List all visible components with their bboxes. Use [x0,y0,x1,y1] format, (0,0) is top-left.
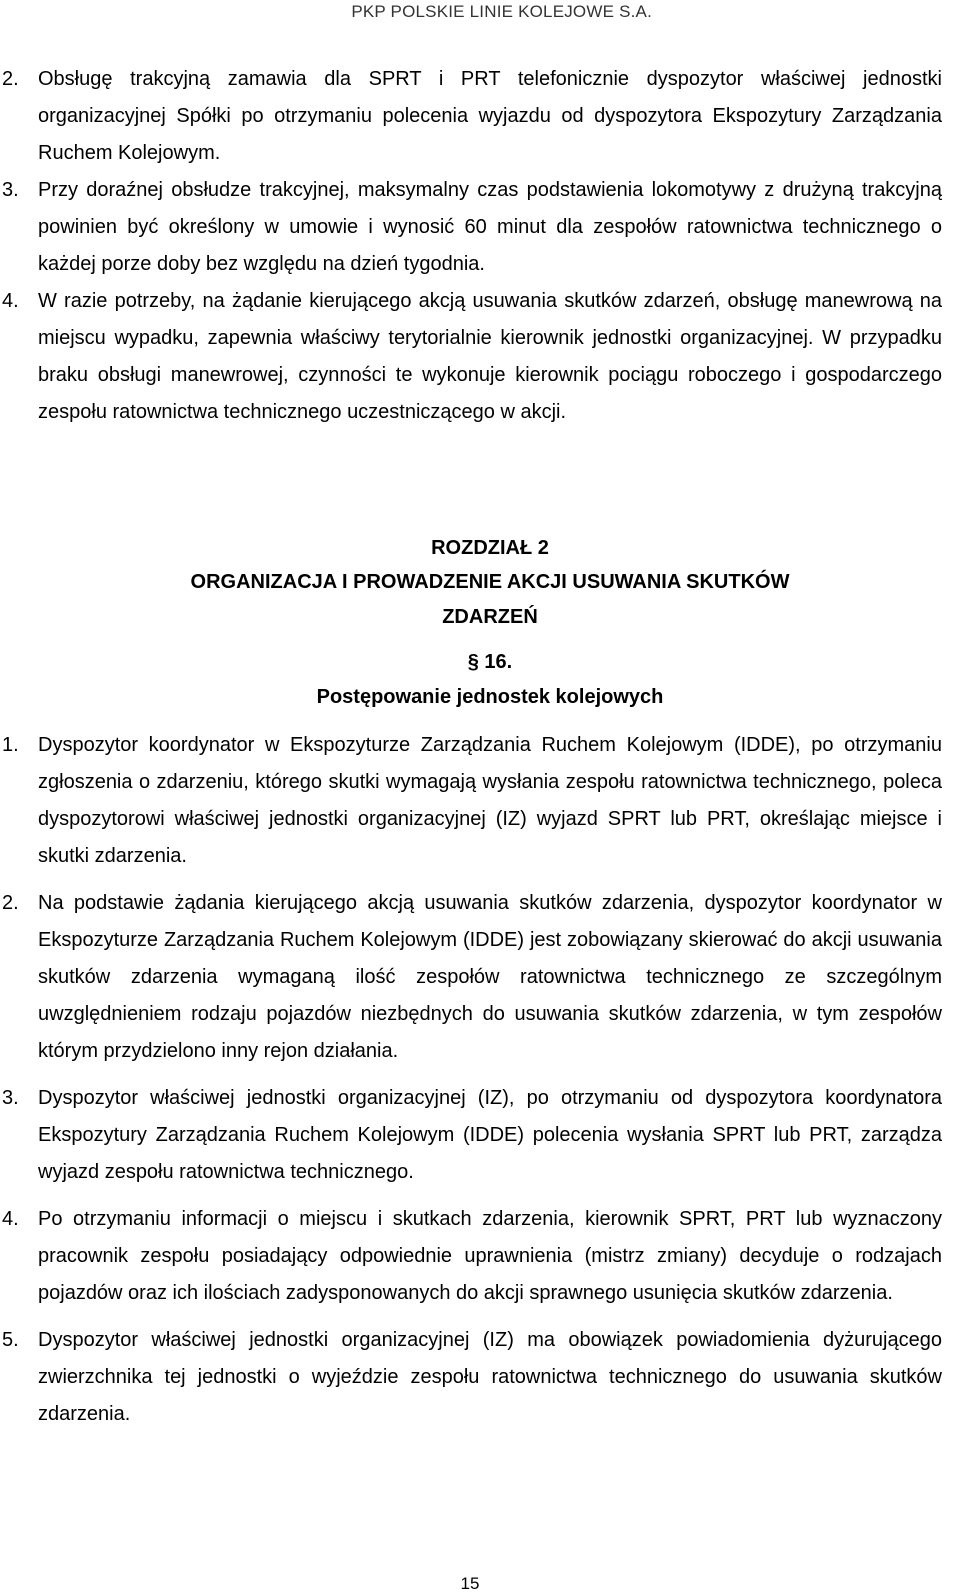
list-item [0,172,960,283]
list-item [0,61,960,172]
list-item [0,1201,960,1312]
item-number: 4. [2,290,19,312]
page-number: 15 [460,1574,480,1593]
item-text: Obsługę trakcyjną zamawia dla SPRT i PRT telefonicznie dyspozytor właściwej jednostki organizacyjnej Spółki po otrzymaniu polecenia wyjazdu od dyspozytora Ekspozytury Zarządzania Ruchem Kolejowym. [38,68,942,164]
running-header: PKP POLSKIE LINIE KOLEJOWE S.A. [351,2,652,21]
paragraph-items-section [0,727,960,1433]
item-text: Dyspozytor właściwej jednostki organizacyjnej (IZ), po otrzymaniu od dyspozytora koordynatora Ekspozytury Zarządzania Ruchem Kolejowym (IDDE) polecenia wysłania SPRT lub PRT, zarządza wyjazd zespołu ratownictwa technicznego. [38,1087,942,1183]
item-text: Na podstawie żądania kierującego akcją usuwania skutków zdarzenia, dyspozytor koordynator w Ekspozyturze Zarządzania Ruchem Kolejowym (IDDE) jest zobowiązany skierować do akcji usuwania skutków zdarzenia wymaganą ilość zespołów ratownictwa technicznego ze szczególnym uwzględnieniem rodzaju pojazdów niezbędnych do usuwania skutków zdarzenia, w tym zespołów którym przydzielono inny rejon działania. [38,892,942,1062]
chapter-title-line1: ORGANIZACJA I PROWADZENIE AKCJI USUWANIA SKUTKÓW [190,571,790,593]
item-text: Dyspozytor koordynator w Ekspozyturze Zarządzania Ruchem Kolejowym (IDDE), po otrzymaniu zgłoszenia o zdarzeniu, którego skutki wymagają wysłania zespołu ratownictwa technicznego, poleca dyspozytorowi właściwej jednostki organizacyjnej (IZ) wyjazd SPRT lub PRT, określając miejsce i skutki zdarzenia. [38,734,942,867]
item-number: 2. [2,68,19,90]
item-text: Dyspozytor właściwej jednostki organizacyjnej (IZ) ma obowiązek powiadomienia dyżurującego zwierzchnika tej jednostki o wyjeździe zespołu ratownictwa technicznego do usuwania skutków zdarzenia. [38,1329,942,1425]
list-item [0,727,960,875]
item-number: 3. [2,179,19,201]
item-text: W razie potrzeby, na żądanie kierującego akcją usuwania skutków zdarzeń, obsługę manewrową na miejscu wypadku, zapewnia właściwy terytorialnie kierownik jednostki organizacyjnej. W przypadku braku obsługi manewrowej, czynności te wykonuje kierownik pociągu roboczego i gospodarczego zespołu ratownictwa technicznego uczestniczącego w akcji. [38,290,942,423]
item-number: 5. [2,1329,19,1351]
previous-items-section [0,61,960,431]
paragraph-title: Postępowanie jednostek kolejowych [316,686,664,708]
list-item [0,1080,960,1191]
item-text: Po otrzymaniu informacji o miejscu i skutkach zdarzenia, kierownik SPRT, PRT lub wyznaczony pracownik zespołu posiadający odpowiednie uprawnienia (mistrz zmiany) decyduje o rodzajach pojazdów oraz ich ilościach zadysponowanych do akcji sprawnego usunięcia skutków zdarzenia. [38,1208,942,1304]
list-item [0,885,960,1070]
item-number: 3. [2,1087,19,1109]
chapter-title-line2: ZDARZEŃ [442,606,538,628]
item-number: 4. [2,1208,19,1230]
chapter-label: ROZDZIAŁ 2 [431,537,549,559]
list-item [0,283,960,431]
item-text: Przy doraźnej obsłudze trakcyjnej, maksymalny czas podstawienia lokomotywy z drużyną trakcyjną powinien być określony w umowie i wynosić 60 minut dla zespołów ratownictwa technicznego o każdej porze doby bez względu na dzień tygodnia. [38,179,942,275]
list-item [0,1322,960,1433]
item-number: 2. [2,892,19,914]
item-number: 1. [2,734,19,756]
paragraph-number: § 16. [467,651,513,673]
